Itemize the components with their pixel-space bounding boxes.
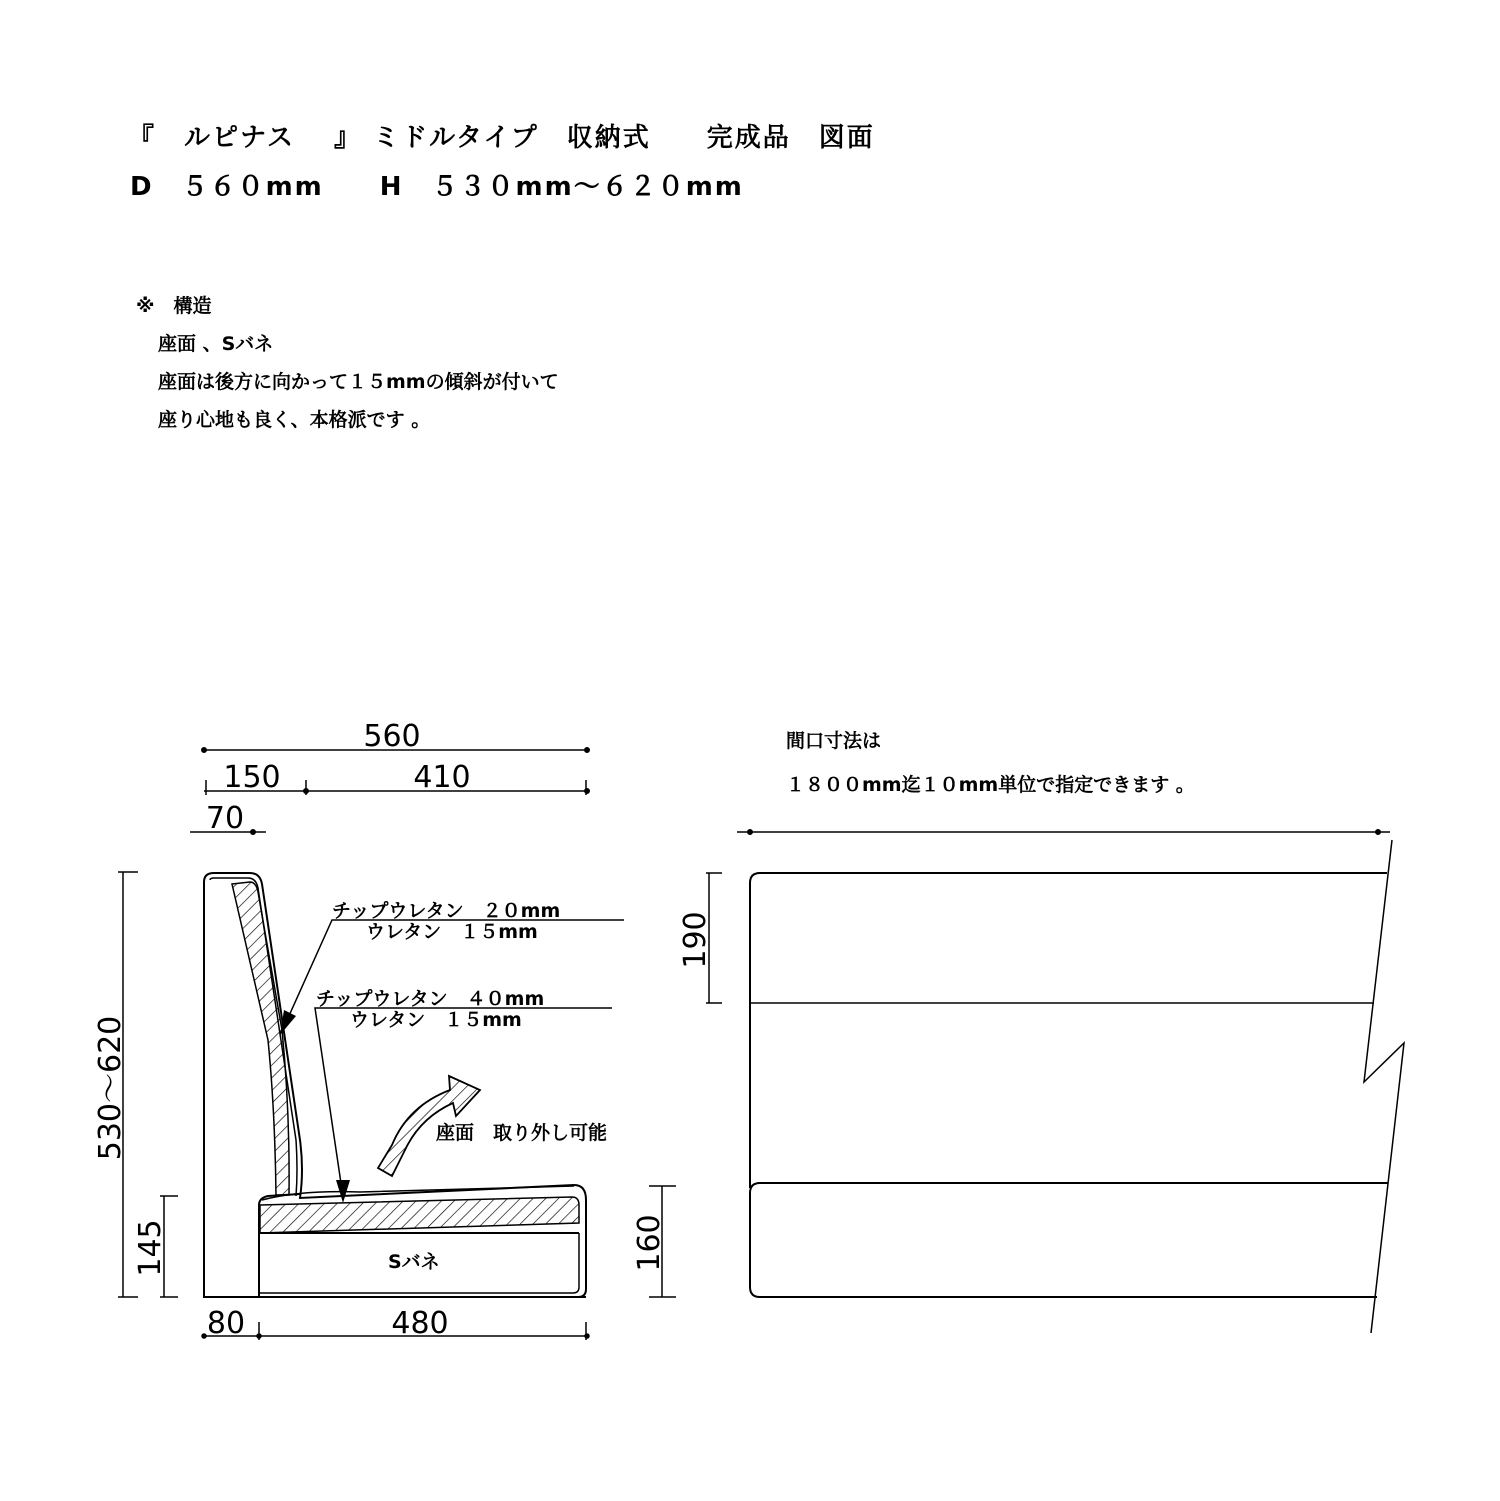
- structure-note-1: 座面 、Sバネ: [158, 333, 274, 355]
- structure-heading: ※ 構造: [136, 295, 212, 317]
- dim-label-back-depth: 150: [223, 760, 281, 795]
- label-seat-layer-1: チップウレタン ４０mm: [316, 988, 545, 1010]
- label-spring: Sバネ: [388, 1251, 440, 1273]
- label-seat-layer-2: ウレタン １５mm: [350, 1009, 522, 1031]
- dim-label-seat-base: 145: [133, 1219, 168, 1277]
- dim-label-height: 530～620: [93, 1015, 128, 1161]
- width-note-1: 間口寸法は: [786, 730, 882, 752]
- seat-cushion: [260, 1197, 579, 1233]
- drawing-title: 『 ルピナス 』 ミドルタイプ 収納式 完成品 図面: [128, 123, 875, 153]
- width-note-2: １８００mm迄１０mm単位で指定できます 。: [786, 774, 1195, 796]
- front-seat-panel: [750, 1183, 1388, 1297]
- label-removable: 座面 取り外し可能: [436, 1122, 608, 1144]
- front-view: [649, 830, 1404, 1333]
- label-back-layer-2: ウレタン １５mm: [366, 921, 538, 943]
- dim-label-seat-height: 160: [632, 1214, 667, 1272]
- drawing-spec: D ５６０mm H ５３０mm～６２０mm: [130, 172, 744, 202]
- dim-label-back-thickness: 70: [205, 801, 245, 836]
- label-back-layer-1: チップウレタン ２０mm: [332, 900, 561, 922]
- break-line: [1364, 840, 1404, 1333]
- front-back-panel: [750, 873, 1387, 1188]
- dim-label-back-height: 190: [678, 911, 713, 969]
- dim-label-base-back: 80: [206, 1306, 246, 1341]
- dim-label-total-depth: 560: [363, 719, 421, 754]
- structure-note-2: 座面は後方に向かって１５mmの傾斜が付いて: [158, 371, 559, 393]
- dim-label-seat-depth: 410: [413, 760, 471, 795]
- dim-label-base-seat: 480: [391, 1306, 449, 1341]
- structure-note-3: 座り心地も良く、本格派です 。: [158, 409, 431, 431]
